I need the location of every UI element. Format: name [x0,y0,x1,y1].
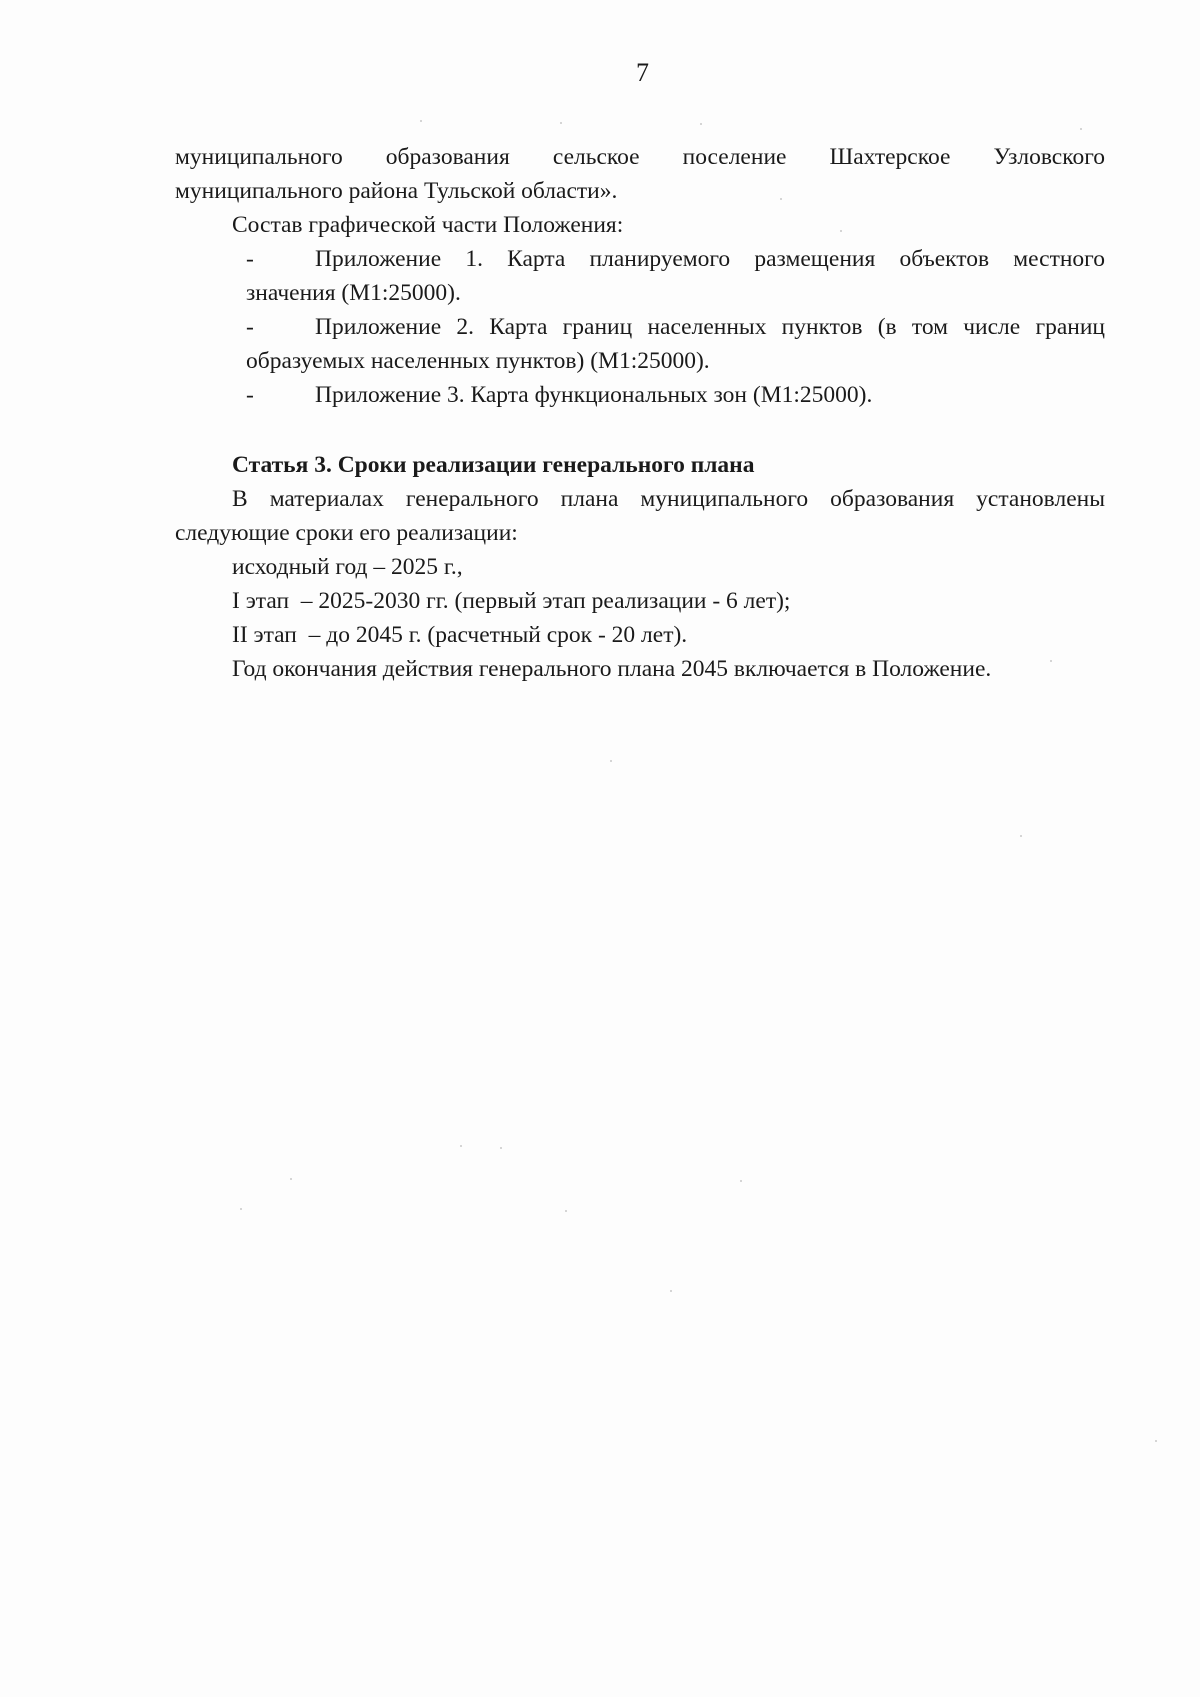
list-dash: - [246,246,254,272]
graphic-part-list [175,242,1105,412]
scan-speck [780,198,782,200]
intro-line-2: муниципального района Тульской области». [175,178,618,204]
scan-speck [420,120,422,122]
list-item-rest-line: значения (М1:25000). [246,280,461,306]
closing-statement: Год окончания действия генерального плана 2045 включается в Положение. [232,656,992,682]
scan-speck [560,122,562,124]
scan-speck [1155,1440,1157,1442]
page-number: 7 [636,58,649,87]
scan-speck [1080,128,1082,130]
list-item-first-line: Приложение 2. Карта границ населенных пунктов (в том числе границ [315,314,1105,340]
scan-speck [740,1180,742,1182]
scan-speck [670,1290,672,1292]
scan-speck [840,230,842,232]
document-body [175,140,1105,686]
stage-1: I этап – 2025-2030 гг. (первый этап реализации - 6 лет); [232,588,791,614]
list-item-first-line: Приложение 1. Карта планируемого размещения объектов местного [315,246,1105,272]
article-3-paragraph-line-1: В материалах генерального плана муниципального образования установлены [232,486,1105,512]
stage-2: II этап – до 2045 г. (расчетный срок - 20 лет). [232,622,688,648]
scan-speck [460,1145,462,1147]
scan-speck [1050,660,1052,662]
scan-speck [500,1147,502,1149]
list-item [175,378,1105,412]
scan-speck [290,1178,292,1180]
scan-speck [1020,835,1022,837]
intro-line-1: муниципального образования сельское поселение Шахтерское Узловского [175,144,1105,170]
graphic-part-title: Состав графической части Положения: [232,212,624,238]
base-year: исходный год – 2025 г., [232,554,463,580]
scan-speck [700,123,702,125]
article-3-heading: Статья 3. Сроки реализации генерального плана [232,452,755,478]
list-dash: - [246,382,254,408]
list-item-first-line: Приложение 3. Карта функциональных зон (М1:25000). [315,382,873,408]
article-3-paragraph-line-2: следующие сроки его реализации: [175,520,518,546]
scan-speck [240,1208,242,1210]
scan-speck [610,760,612,762]
list-item-rest-line: образуемых населенных пунктов) (М1:25000). [246,348,710,374]
list-dash: - [246,314,254,340]
scan-speck [565,1210,567,1212]
list-item [175,242,1105,310]
list-item [175,310,1105,378]
